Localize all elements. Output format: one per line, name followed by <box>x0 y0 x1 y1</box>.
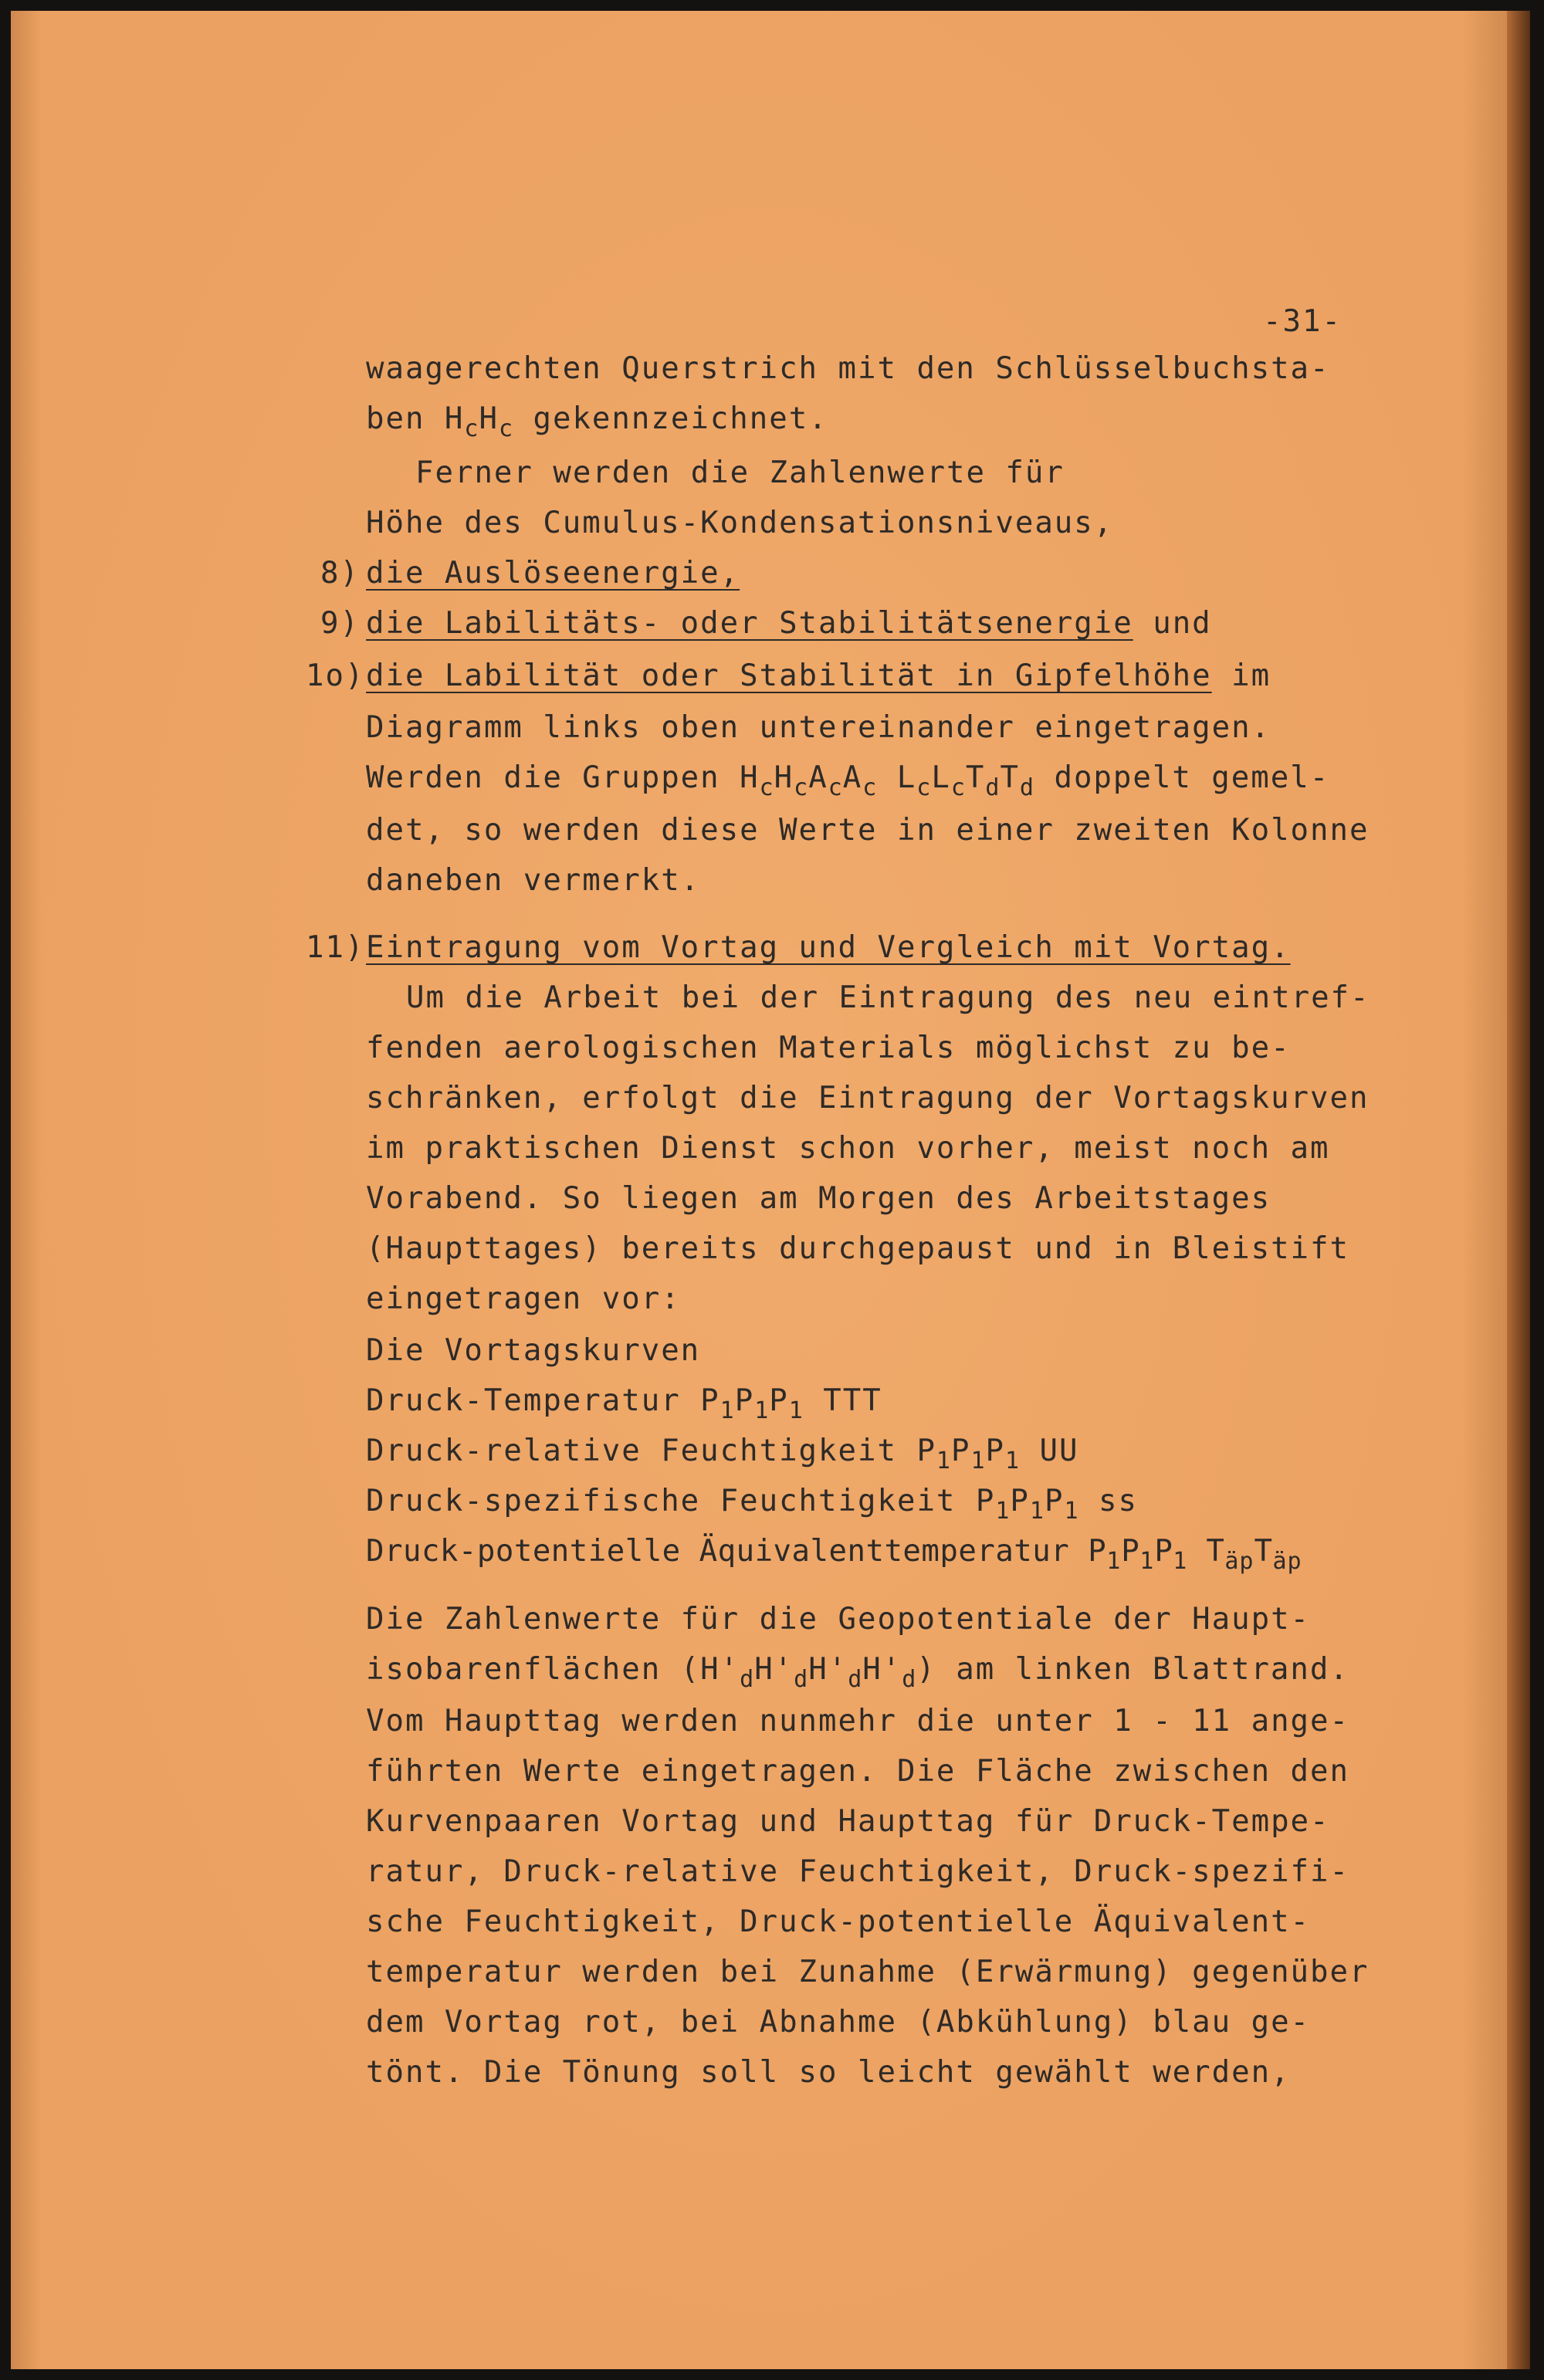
text-line: eingetragen vor: <box>366 1281 681 1316</box>
text-line: (Haupttages) bereits durchgepaust und in Bleistift <box>366 1231 1349 1266</box>
item-number: 1o) <box>306 658 365 693</box>
item-number: 9) <box>320 606 360 641</box>
text-line: dem Vortag rot, bei Abnahme (Abkühlung) blau ge- <box>366 2005 1311 2040</box>
text-line: im praktischen Dienst schon vorher, meist noch am <box>366 1131 1330 1166</box>
text-line: det, so werden diese Werte in einer zweiten Kolonne <box>366 813 1370 848</box>
item-number: 11) <box>306 930 365 965</box>
text-line: Druck-Temperatur $P_1P_1P_1$ TTT <box>366 1383 882 1424</box>
typewritten-text <box>11 11 1530 2369</box>
text-line: Vorabend. So liegen am Morgen des Arbeitstages <box>366 1181 1271 1216</box>
text-line: Ferner werden die Zahlenwerte für <box>415 455 1065 490</box>
text-line: Die Zahlenwerte für die Geopotentiale der Haupt- <box>366 1602 1311 1637</box>
text-line: waagerechten Querstrich mit den Schlüsselbuchsta- <box>366 351 1330 386</box>
item-number: 8) <box>320 556 360 591</box>
text-line: Druck-spezifische Feuchtigkeit $P_1P_1P_1$ ss <box>366 1484 1138 1525</box>
section-heading: Eintragung vom Vortag und Vergleich mit Vortag. <box>366 930 1291 965</box>
text-line: die Auslöseenergie, <box>366 556 740 591</box>
text-line: fenden aerologischen Materials möglichst zu be- <box>366 1031 1291 1065</box>
text-line: Höhe des Cumulus-Kondensationsniveaus, <box>366 506 1114 540</box>
text-line: Druck-relative Feuchtigkeit $P_1P_1P_1$ UU <box>366 1434 1079 1474</box>
text-line: führten Werte eingetragen. Die Fläche zwischen den <box>366 1754 1349 1789</box>
text-line: sche Feuchtigkeit, Druck-potentielle Äquivalent- <box>366 1904 1311 1939</box>
text-line: temperatur werden bei Zunahme (Erwärmung) gegenüber <box>366 1955 1370 1989</box>
text-line: Um die Arbeit bei der Eintragung des neu eintref- <box>406 980 1370 1015</box>
text-line: die Labilität oder Stabilität in Gipfelhöhe im <box>366 658 1271 693</box>
page-number: -31- <box>1263 304 1342 339</box>
text-line: Druck-potentielle Äquivalenttemperatur $P_1P_1P_1$ $T_{äp}T_{äp}$ <box>366 1534 1302 1575</box>
text-line: Vom Haupttag werden nunmehr die unter 1 - 11 ange- <box>366 1704 1349 1738</box>
text-line: schränken, erfolgt die Eintragung der Vortagskurven <box>366 1081 1370 1116</box>
text-line: tönt. Die Tönung soll so leicht gewählt werden, <box>366 2055 1291 2090</box>
text-line: Die Vortagskurven <box>366 1333 701 1368</box>
text-line: Kurvenpaaren Vortag und Haupttag für Druck-Tempe- <box>366 1804 1330 1839</box>
document-page <box>11 11 1530 2369</box>
text-line: ratur, Druck-relative Feuchtigkeit, Druck-spezifi- <box>366 1854 1349 1889</box>
text-line: ben $H_cH_c$ gekennzeichnet. <box>366 401 828 442</box>
text-line: Diagramm links oben untereinander eingetragen. <box>366 710 1271 745</box>
text-line: Werden die Gruppen $H_cH_cA_cA_c$ $L_cL_cT_dT_d$ doppelt gemel- <box>366 760 1330 801</box>
text-line: isobarenflächen $(H'_dH'_dH'_dH'_d)$ am linken Blattrand. <box>366 1652 1349 1693</box>
text-line: die Labilitäts- oder Stabilitätsenergie und <box>366 606 1212 641</box>
text-line: daneben vermerkt. <box>366 863 701 898</box>
